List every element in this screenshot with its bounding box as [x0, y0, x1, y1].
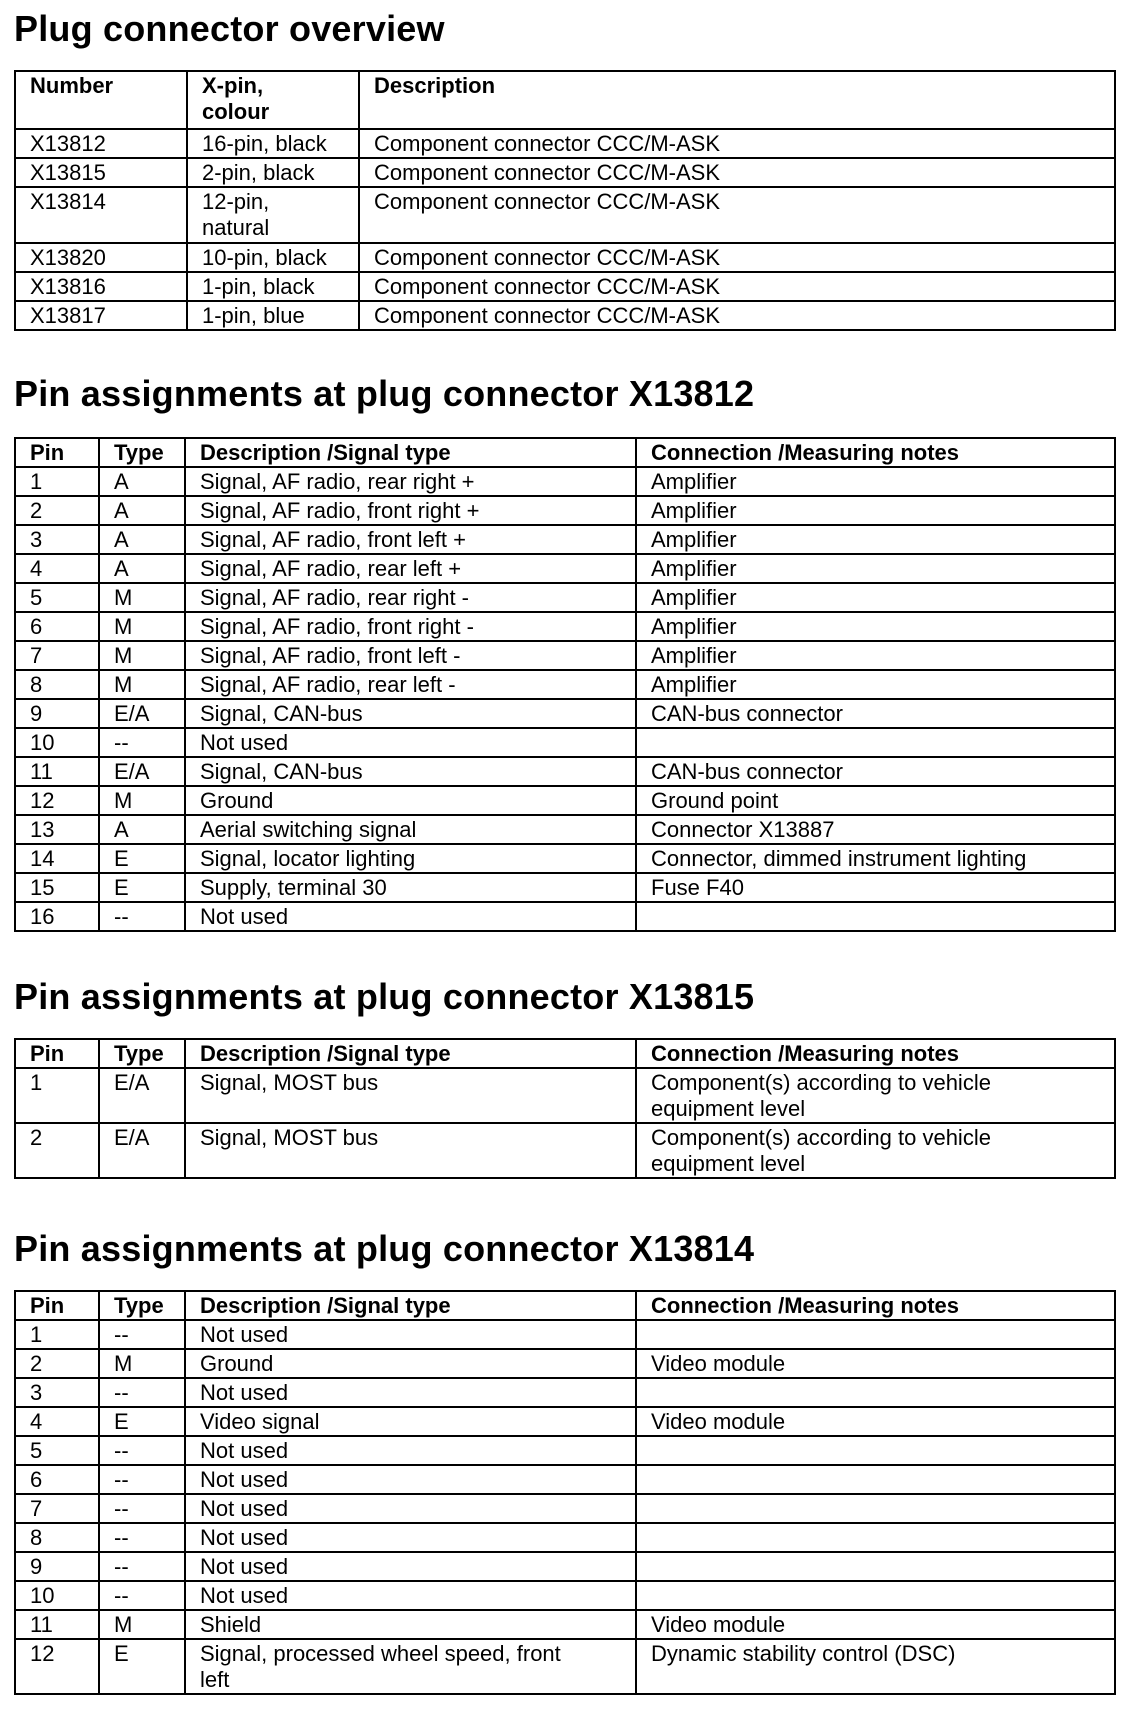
pin-description: Ground — [185, 786, 636, 815]
pin-connection — [636, 1581, 1115, 1610]
pin-type: -- — [99, 1436, 185, 1465]
pin-connection: Video module — [636, 1349, 1115, 1378]
header-number: Number — [15, 71, 187, 129]
connector-number: X13820 — [15, 243, 187, 272]
header-pin: Pin — [15, 1291, 99, 1320]
pin-type: -- — [99, 1552, 185, 1581]
connector-number: X13816 — [15, 272, 187, 301]
pin-description: Not used — [185, 1523, 636, 1552]
pin-description: Signal, AF radio, rear left - — [185, 670, 636, 699]
pin-row — [15, 1581, 1115, 1610]
pin-row — [15, 1552, 1115, 1581]
pin-type: M — [99, 1610, 185, 1639]
overview-row — [15, 158, 1115, 187]
pin-connection: Amplifier — [636, 583, 1115, 612]
pin-row — [15, 699, 1115, 728]
pin-type: -- — [99, 1581, 185, 1610]
pin-number: 3 — [15, 1378, 99, 1407]
pin-connection: Amplifier — [636, 467, 1115, 496]
header-pin: Pin — [15, 1039, 99, 1068]
pin-type: M — [99, 612, 185, 641]
header-type: Type — [99, 1291, 185, 1320]
pin-description: Signal, CAN-bus — [185, 699, 636, 728]
pin-type: M — [99, 583, 185, 612]
pin-connection — [636, 1523, 1115, 1552]
pin-number: 4 — [15, 1407, 99, 1436]
pin-type: A — [99, 815, 185, 844]
pin-number: 12 — [15, 786, 99, 815]
overview-row — [15, 272, 1115, 301]
pin-number: 11 — [15, 1610, 99, 1639]
pin-type: E — [99, 1407, 185, 1436]
pin-connection: Amplifier — [636, 525, 1115, 554]
pin-connection: Amplifier — [636, 612, 1115, 641]
pin-description: Signal, AF radio, front right - — [185, 612, 636, 641]
connector-description: Component connector CCC/M-ASK — [359, 187, 1115, 243]
pin-type: M — [99, 786, 185, 815]
pin-description: Signal, locator lighting — [185, 844, 636, 873]
pin-connection: Amplifier — [636, 670, 1115, 699]
connector-xpin: 2-pin, black — [187, 158, 359, 187]
pin-row — [15, 1639, 1115, 1694]
pin-type: E/A — [99, 757, 185, 786]
x13812-title: Pin assignments at plug connector X13812 — [14, 373, 755, 414]
pin-type: A — [99, 496, 185, 525]
pin-type: M — [99, 641, 185, 670]
pin-type: -- — [99, 1320, 185, 1349]
pin-number: 2 — [15, 1349, 99, 1378]
connector-description: Component connector CCC/M-ASK — [359, 272, 1115, 301]
pin-number: 14 — [15, 844, 99, 873]
pin-description: Signal, AF radio, rear right - — [185, 583, 636, 612]
pin-row — [15, 1523, 1115, 1552]
pin-number: 6 — [15, 1465, 99, 1494]
pin-row — [15, 1465, 1115, 1494]
pin-number: 2 — [15, 1123, 99, 1178]
pin-description: Not used — [185, 1465, 636, 1494]
x13814-table — [14, 1290, 1116, 1695]
pin-connection: Ground point — [636, 786, 1115, 815]
connector-number: X13817 — [15, 301, 187, 330]
pin-row — [15, 583, 1115, 612]
pin-number: 4 — [15, 554, 99, 583]
pin-number: 2 — [15, 496, 99, 525]
connector-xpin: 1-pin, blue — [187, 301, 359, 330]
pin-connection: Dynamic stability control (DSC) — [636, 1639, 1115, 1694]
connector-xpin: 1-pin, black — [187, 272, 359, 301]
pin-type: E — [99, 844, 185, 873]
pin-number: 1 — [15, 1320, 99, 1349]
pin-number: 6 — [15, 612, 99, 641]
pin-row — [15, 757, 1115, 786]
overview-row — [15, 301, 1115, 330]
pin-row — [15, 1378, 1115, 1407]
pin-row — [15, 612, 1115, 641]
overview-table — [14, 70, 1116, 331]
pin-description: Not used — [185, 1378, 636, 1407]
pin-number: 13 — [15, 815, 99, 844]
pin-connection: Video module — [636, 1610, 1115, 1639]
header-connection: Connection /Measuring notes — [636, 1291, 1115, 1320]
pin-number: 12 — [15, 1639, 99, 1694]
pin-description: Signal, AF radio, front left + — [185, 525, 636, 554]
pin-connection: Connector X13887 — [636, 815, 1115, 844]
pin-row — [15, 1068, 1115, 1123]
pin-description: Aerial switching signal — [185, 815, 636, 844]
pin-type: -- — [99, 902, 185, 931]
header-type: Type — [99, 1039, 185, 1068]
pin-number: 1 — [15, 467, 99, 496]
pin-connection: CAN-bus connector — [636, 757, 1115, 786]
x13815-body — [15, 1068, 1115, 1178]
pin-description: Ground — [185, 1349, 636, 1378]
pin-connection — [636, 1465, 1115, 1494]
pin-description: Signal, MOST bus — [185, 1068, 636, 1123]
pin-type: E/A — [99, 1068, 185, 1123]
pin-connection: Amplifier — [636, 496, 1115, 525]
pin-type: -- — [99, 1378, 185, 1407]
pin-number: 5 — [15, 1436, 99, 1465]
x13812-body — [15, 467, 1115, 931]
pin-connection — [636, 1494, 1115, 1523]
x13815-table — [14, 1038, 1116, 1179]
pin-row — [15, 1407, 1115, 1436]
pin-row — [15, 728, 1115, 757]
pin-row — [15, 525, 1115, 554]
pin-type: E/A — [99, 1123, 185, 1178]
connector-number: X13815 — [15, 158, 187, 187]
pin-type: A — [99, 554, 185, 583]
pin-type: -- — [99, 1523, 185, 1552]
pin-description: Supply, terminal 30 — [185, 873, 636, 902]
pin-connection — [636, 1320, 1115, 1349]
pin-description: Signal, AF radio, front left - — [185, 641, 636, 670]
pin-connection: Connector, dimmed instrument lighting — [636, 844, 1115, 873]
pin-description: Not used — [185, 1436, 636, 1465]
x13814-body — [15, 1320, 1115, 1694]
pin-type: -- — [99, 1465, 185, 1494]
header-description: Description /Signal type — [185, 438, 636, 467]
pin-connection: Fuse F40 — [636, 873, 1115, 902]
pin-type: M — [99, 670, 185, 699]
connector-number: X13812 — [15, 129, 187, 158]
pin-type: M — [99, 1349, 185, 1378]
pin-number: 7 — [15, 1494, 99, 1523]
pin-type: A — [99, 467, 185, 496]
pin-type: A — [99, 525, 185, 554]
pin-row — [15, 873, 1115, 902]
x13815-title: Pin assignments at plug connector X13815 — [14, 976, 755, 1017]
header-pin: Pin — [15, 438, 99, 467]
pin-description: Not used — [185, 1552, 636, 1581]
pin-connection: Component(s) according to vehicle equipment level — [636, 1068, 1115, 1123]
connector-description: Component connector CCC/M-ASK — [359, 243, 1115, 272]
pin-connection: Component(s) according to vehicle equipment level — [636, 1123, 1115, 1178]
pin-connection — [636, 902, 1115, 931]
header-xpin: X-pin, colour — [187, 71, 359, 129]
overview-row — [15, 129, 1115, 158]
x13812-table — [14, 437, 1116, 932]
pin-connection: Video module — [636, 1407, 1115, 1436]
pin-number: 10 — [15, 1581, 99, 1610]
pin-number: 7 — [15, 641, 99, 670]
pin-connection — [636, 1378, 1115, 1407]
pin-connection — [636, 1436, 1115, 1465]
overview-row — [15, 187, 1115, 243]
pin-connection: Amplifier — [636, 641, 1115, 670]
pin-description: Signal, MOST bus — [185, 1123, 636, 1178]
connector-number: X13814 — [15, 187, 187, 243]
header-type: Type — [99, 438, 185, 467]
pin-type: -- — [99, 1494, 185, 1523]
pin-row — [15, 902, 1115, 931]
pin-description: Signal, CAN-bus — [185, 757, 636, 786]
pin-number: 3 — [15, 525, 99, 554]
pin-type: E/A — [99, 699, 185, 728]
pin-description: Shield — [185, 1610, 636, 1639]
pin-header-row — [15, 1291, 1115, 1320]
pin-number: 16 — [15, 902, 99, 931]
pin-number: 8 — [15, 1523, 99, 1552]
pin-row — [15, 1436, 1115, 1465]
overview-header-row — [15, 71, 1115, 129]
pin-row — [15, 1320, 1115, 1349]
pin-row — [15, 641, 1115, 670]
pin-row — [15, 1123, 1115, 1178]
pin-number: 9 — [15, 1552, 99, 1581]
overview-row — [15, 243, 1115, 272]
pin-type: E — [99, 873, 185, 902]
pin-connection — [636, 728, 1115, 757]
pin-row — [15, 467, 1115, 496]
pin-description: Signal, processed wheel speed, front left — [185, 1639, 636, 1694]
pin-row — [15, 844, 1115, 873]
pin-row — [15, 554, 1115, 583]
pin-description: Video signal — [185, 1407, 636, 1436]
pin-row — [15, 1494, 1115, 1523]
pin-type: E — [99, 1639, 185, 1694]
pin-description: Not used — [185, 728, 636, 757]
header-connection: Connection /Measuring notes — [636, 1039, 1115, 1068]
pin-row — [15, 670, 1115, 699]
pin-description: Signal, AF radio, rear right + — [185, 467, 636, 496]
pin-description: Not used — [185, 1494, 636, 1523]
connector-xpin: 16-pin, black — [187, 129, 359, 158]
pin-connection: CAN-bus connector — [636, 699, 1115, 728]
pin-number: 15 — [15, 873, 99, 902]
overview-body — [15, 129, 1115, 330]
pin-connection — [636, 1552, 1115, 1581]
pin-number: 9 — [15, 699, 99, 728]
connector-description: Component connector CCC/M-ASK — [359, 301, 1115, 330]
header-description: Description — [359, 71, 1115, 129]
pin-number: 1 — [15, 1068, 99, 1123]
pin-type: -- — [99, 728, 185, 757]
header-connection: Connection /Measuring notes — [636, 438, 1115, 467]
connector-description: Component connector CCC/M-ASK — [359, 158, 1115, 187]
connector-xpin: 10-pin, black — [187, 243, 359, 272]
header-description: Description /Signal type — [185, 1039, 636, 1068]
pin-row — [15, 496, 1115, 525]
pin-description: Signal, AF radio, rear left + — [185, 554, 636, 583]
pin-description: Not used — [185, 1581, 636, 1610]
pin-row — [15, 1610, 1115, 1639]
pin-header-row — [15, 1039, 1115, 1068]
pin-description: Not used — [185, 902, 636, 931]
pin-description: Not used — [185, 1320, 636, 1349]
header-description: Description /Signal type — [185, 1291, 636, 1320]
pin-number: 5 — [15, 583, 99, 612]
x13814-title: Pin assignments at plug connector X13814 — [14, 1228, 755, 1269]
pin-connection: Amplifier — [636, 554, 1115, 583]
overview-title: Plug connector overview — [14, 8, 445, 49]
pin-number: 10 — [15, 728, 99, 757]
pin-row — [15, 815, 1115, 844]
connector-xpin: 12-pin, natural — [187, 187, 359, 243]
pin-description: Signal, AF radio, front right + — [185, 496, 636, 525]
pin-row — [15, 786, 1115, 815]
pin-row — [15, 1349, 1115, 1378]
connector-description: Component connector CCC/M-ASK — [359, 129, 1115, 158]
pin-number: 11 — [15, 757, 99, 786]
pin-number: 8 — [15, 670, 99, 699]
pin-header-row — [15, 438, 1115, 467]
